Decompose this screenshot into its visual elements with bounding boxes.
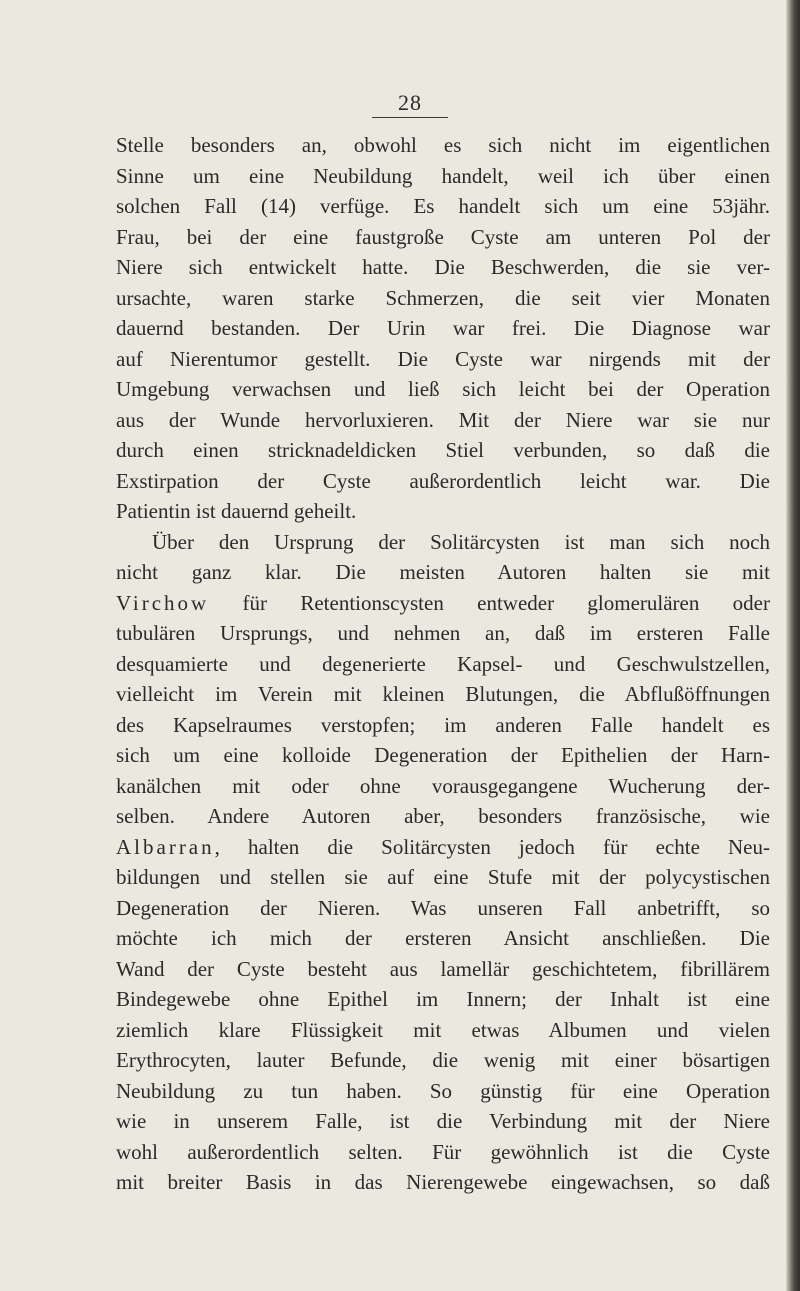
text-line: vielleicht im Verein mit kleinen Blutungen, die Abflußöffnungen (116, 682, 770, 706)
text-line: ursachte, waren starke Schmerzen, die seit vier Monaten (116, 285, 770, 310)
author-name: Virchow (116, 590, 210, 615)
text-line: kanälchen mit oder ohne vorausgegangene Wucherung der- (116, 773, 770, 798)
page-number: 28 (398, 90, 422, 115)
text-line: Wand der Cyste besteht aus lamellär geschichtetem, fibrillärem (116, 956, 770, 981)
text-line: sich um eine kolloide Degeneration der Epithelien der Harn- (116, 743, 770, 767)
text-line: nicht ganz klar. Die meisten Autoren halten sie mit (116, 560, 770, 584)
text-line: tubulären Ursprungs, und nehmen an, daß im ersteren Falle (116, 621, 770, 645)
text-line: Erythrocyten, lauter Befunde, die wenig mit einer bösartigen (116, 1048, 770, 1072)
page-number-rule (372, 117, 448, 118)
text-line: möchte ich mich der ersteren Ansicht anschließen. Die (116, 926, 770, 950)
text-line: Frau, bei der eine faustgroße Cyste am unteren Pol der (116, 224, 770, 249)
body-text (116, 130, 770, 1198)
text-line: durch einen stricknadeldicken Stiel verbunden, so daß die (116, 438, 770, 462)
book-spine-shadow (786, 0, 800, 1291)
text-line: solchen Fall (14) verfüge. Es handelt sich um eine 53jähr. (116, 194, 770, 218)
text-line: Über den Ursprung der Solitärcysten ist man sich noch (152, 529, 770, 554)
paragraph-2 (116, 527, 770, 1198)
text-line: des Kapselraumes verstopfen; im anderen Falle handelt es (116, 712, 770, 737)
text-line: Sinne um eine Neubildung handelt, weil ich über einen (116, 163, 770, 188)
text-line: auf Nierentumor gestellt. Die Cyste war nirgends mit der (116, 346, 770, 371)
text-line: Niere sich entwickelt hatte. Die Beschwerden, die sie ver- (116, 255, 770, 279)
text-line: aus der Wunde hervorluxieren. Mit der Niere war sie nur (116, 407, 770, 432)
text-line: Degeneration der Nieren. Was unseren Fall anbetrifft, so (116, 895, 770, 920)
text-line: Neubildung zu tun haben. So günstig für eine Operation (116, 1078, 770, 1103)
text-line: Stelle besonders an, obwohl es sich nicht im eigentlichen (116, 133, 770, 157)
text-line: Virchow für Retentionscysten entweder glomerulären oder (116, 590, 770, 615)
author-name: Albarran (116, 834, 215, 859)
text-line: ziemlich klare Flüssigkeit mit etwas Albumen und vielen (116, 1017, 770, 1042)
text-line: Exstirpation der Cyste außerordentlich leicht war. Die (116, 468, 770, 493)
text-line: Patientin ist dauernd geheilt. (116, 499, 357, 523)
text-line: mit breiter Basis in das Nierengewebe eingewachsen, so daß (116, 1170, 770, 1194)
text-line: Umgebung verwachsen und ließ sich leicht bei der Operation (116, 377, 770, 401)
text-line: Bindegewebe ohne Epithel im Innern; der Inhalt ist eine (116, 987, 770, 1011)
text-line: dauernd bestanden. Der Urin war frei. Die Diagnose war (116, 316, 770, 340)
text-line: desquamierte und degenerierte Kapsel- und Geschwulstzellen, (116, 651, 770, 676)
paragraph-1 (116, 130, 770, 527)
text-line: Albarran, halten die Solitärcysten jedoch für echte Neu- (116, 834, 770, 859)
text-line: bildungen und stellen sie auf eine Stufe mit der polycystischen (116, 865, 770, 889)
text-line: selben. Andere Autoren aber, besonders französische, wie (116, 804, 770, 828)
text-line: wohl außerordentlich selten. Für gewöhnlich ist die Cyste (116, 1139, 770, 1164)
text-line: wie in unserem Falle, ist die Verbindung mit der Niere (116, 1109, 770, 1133)
